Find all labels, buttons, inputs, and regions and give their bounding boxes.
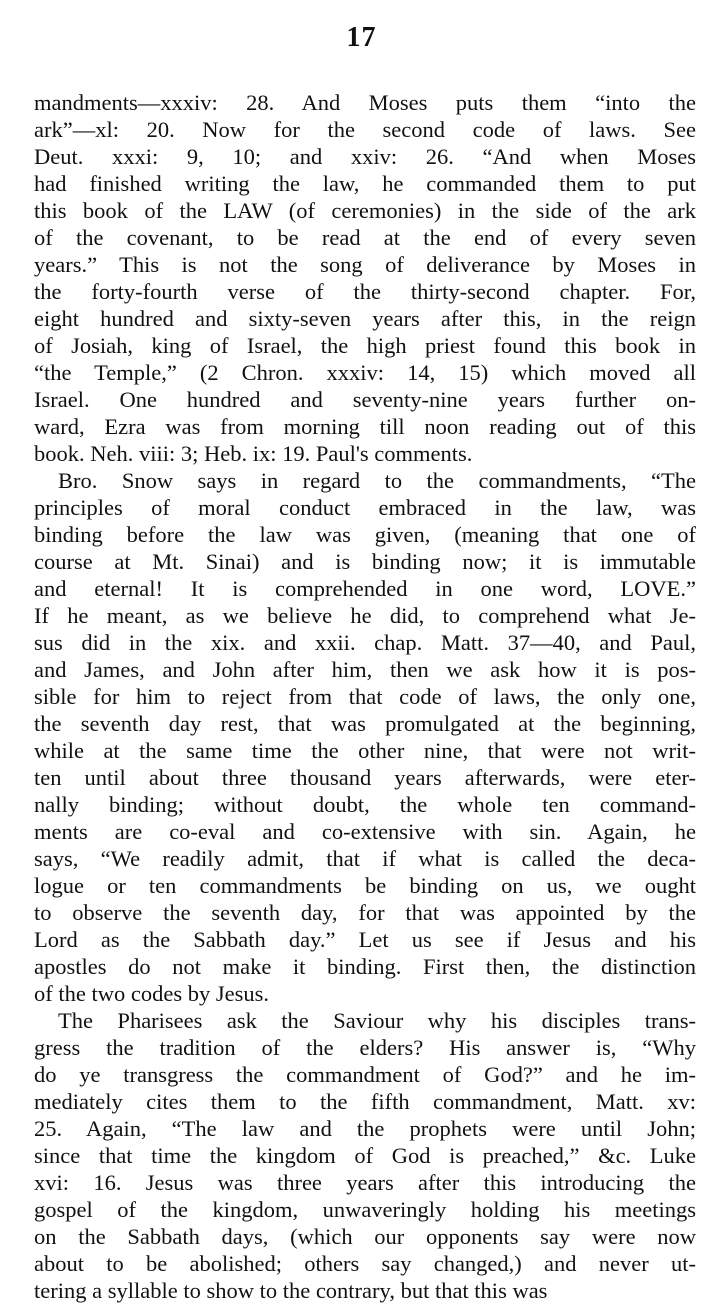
text-line: 25. Again, “The law and the prophets were until John; bbox=[34, 1116, 696, 1141]
text-line: eight hundred and sixty-seven years after this, in the reign bbox=[34, 306, 696, 331]
text-line: says, “We readily admit, that if what is called the deca- bbox=[34, 846, 696, 871]
text-line: course at Mt. Sinai) and is binding now; it is immutable bbox=[34, 549, 696, 574]
text-line: of the two codes by Jesus. bbox=[34, 981, 269, 1006]
text-line: Israel. One hundred and seventy-nine years further on- bbox=[34, 387, 696, 412]
text-line: since that time the kingdom of God is preached,” &c. Luke bbox=[34, 1143, 696, 1168]
text-line: ten until about three thousand years afterwards, were eter- bbox=[34, 765, 696, 790]
text-line: The Pharisees ask the Saviour why his disciples trans- bbox=[58, 1008, 696, 1033]
text-line: about to be abolished; others say changed,) and never ut- bbox=[34, 1251, 696, 1276]
text-line: nally binding; without doubt, the whole ten command- bbox=[34, 792, 696, 817]
text-line: tering a syllable to show to the contrary, but that this was bbox=[34, 1278, 548, 1303]
text-line: ward, Ezra was from morning till noon reading out of this bbox=[34, 414, 696, 439]
text-line: xvi: 16. Jesus was three years after this introducing the bbox=[34, 1170, 696, 1195]
paragraph bbox=[34, 467, 696, 1007]
text-line: this book of the LAW (of ceremonies) in the side of the ark bbox=[34, 198, 696, 223]
text-line: book. Neh. viii: 3; Heb. ix: 19. Paul's comments. bbox=[34, 441, 473, 466]
text-line: on the Sabbath days, (which our opponents say were now bbox=[34, 1224, 696, 1249]
text-line: Deut. xxxi: 9, 10; and xxiv: 26. “And when Moses bbox=[34, 144, 696, 169]
body-text bbox=[34, 89, 696, 1304]
text-line: binding before the law was given, (meaning that one of bbox=[34, 522, 696, 547]
page-number: 17 bbox=[346, 22, 377, 53]
text-line: had finished writing the law, he commanded them to put bbox=[34, 171, 696, 196]
text-line: to observe the seventh day, for that was appointed by the bbox=[34, 900, 696, 925]
text-line: “the Temple,” (2 Chron. xxxiv: 14, 15) which moved all bbox=[34, 360, 696, 385]
text-line: while at the same time the other nine, that were not writ- bbox=[34, 738, 696, 763]
text-line: mediately cites them to the fifth commandment, Matt. xv: bbox=[34, 1089, 696, 1114]
text-line: sus did in the xix. and xxii. chap. Matt. 37—40, and Paul, bbox=[34, 630, 696, 655]
text-line: sible for him to reject from that code of laws, the only one, bbox=[34, 684, 696, 709]
text-line: mandments—xxxiv: 28. And Moses puts them “into the bbox=[34, 90, 696, 115]
text-line: and eternal! It is comprehended in one word, LOVE.” bbox=[34, 576, 696, 601]
text-line: the seventh day rest, that was promulgated at the beginning, bbox=[34, 711, 696, 736]
text-line: ark”—xl: 20. Now for the second code of laws. See bbox=[34, 117, 696, 142]
text-line: If he meant, as we believe he did, to comprehend what Je- bbox=[34, 603, 696, 628]
text-line: gospel of the kingdom, unwaveringly holding his meetings bbox=[34, 1197, 696, 1222]
text-line: gress the tradition of the elders? His answer is, “Why bbox=[34, 1035, 696, 1060]
text-line: and James, and John after him, then we ask how it is pos- bbox=[34, 657, 696, 682]
text-line: of Josiah, king of Israel, the high priest found this book in bbox=[34, 333, 696, 358]
text-line: Bro. Snow says in regard to the commandments, “The bbox=[58, 468, 696, 493]
paragraph bbox=[34, 89, 696, 467]
text-line: ments are co-eval and co-extensive with sin. Again, he bbox=[34, 819, 696, 844]
paragraph bbox=[34, 1007, 696, 1304]
text-line: do ye transgress the commandment of God?” and he im- bbox=[34, 1062, 696, 1087]
text-line: Lord as the Sabbath day.” Let us see if Jesus and his bbox=[34, 927, 696, 952]
text-line: of the covenant, to be read at the end of every seven bbox=[34, 225, 696, 250]
text-line: principles of moral conduct embraced in the law, was bbox=[34, 495, 696, 520]
text-line: the forty-fourth verse of the thirty-second chapter. For, bbox=[34, 279, 696, 304]
text-line: apostles do not make it binding. First then, the distinction bbox=[34, 954, 696, 979]
text-line: years.” This is not the song of deliverance by Moses in bbox=[34, 252, 696, 277]
text-line: logue or ten commandments be binding on us, we ought bbox=[34, 873, 696, 898]
